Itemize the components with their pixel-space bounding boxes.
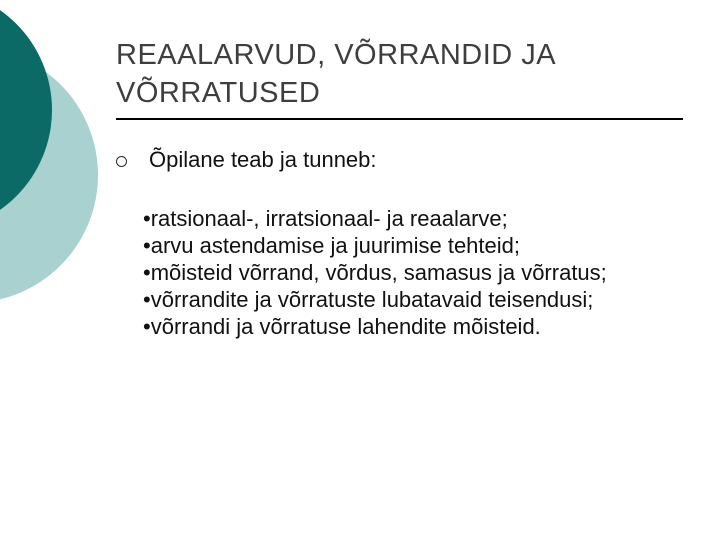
main-bullet xyxy=(116,147,377,173)
sub-bullet-list xyxy=(143,205,703,340)
slide-title: REAALARVUD, VÕRRANDID JA VÕRRATUSED xyxy=(116,39,555,109)
sub-bullet-item: •võrrandite ja võrratuste lubatavaid teisendusi; xyxy=(143,287,594,312)
sub-bullet-item: •ratsionaal-, irratsionaal- ja reaalarve; xyxy=(143,206,508,231)
ring-bullet-icon xyxy=(116,156,127,167)
title-divider xyxy=(116,118,683,120)
sub-bullet-item: •arvu astendamise ja juurimise tehteid; xyxy=(143,233,520,258)
sub-bullet-item: •võrrandi ja võrratuse lahendite mõisteid. xyxy=(143,314,541,339)
sub-bullet-item: •mõisteid võrrand, võrdus, samasus ja võrratus; xyxy=(143,260,607,285)
decorative-circles xyxy=(0,0,110,300)
main-bullet-text: Õpilane teab ja tunneb: xyxy=(149,147,377,172)
